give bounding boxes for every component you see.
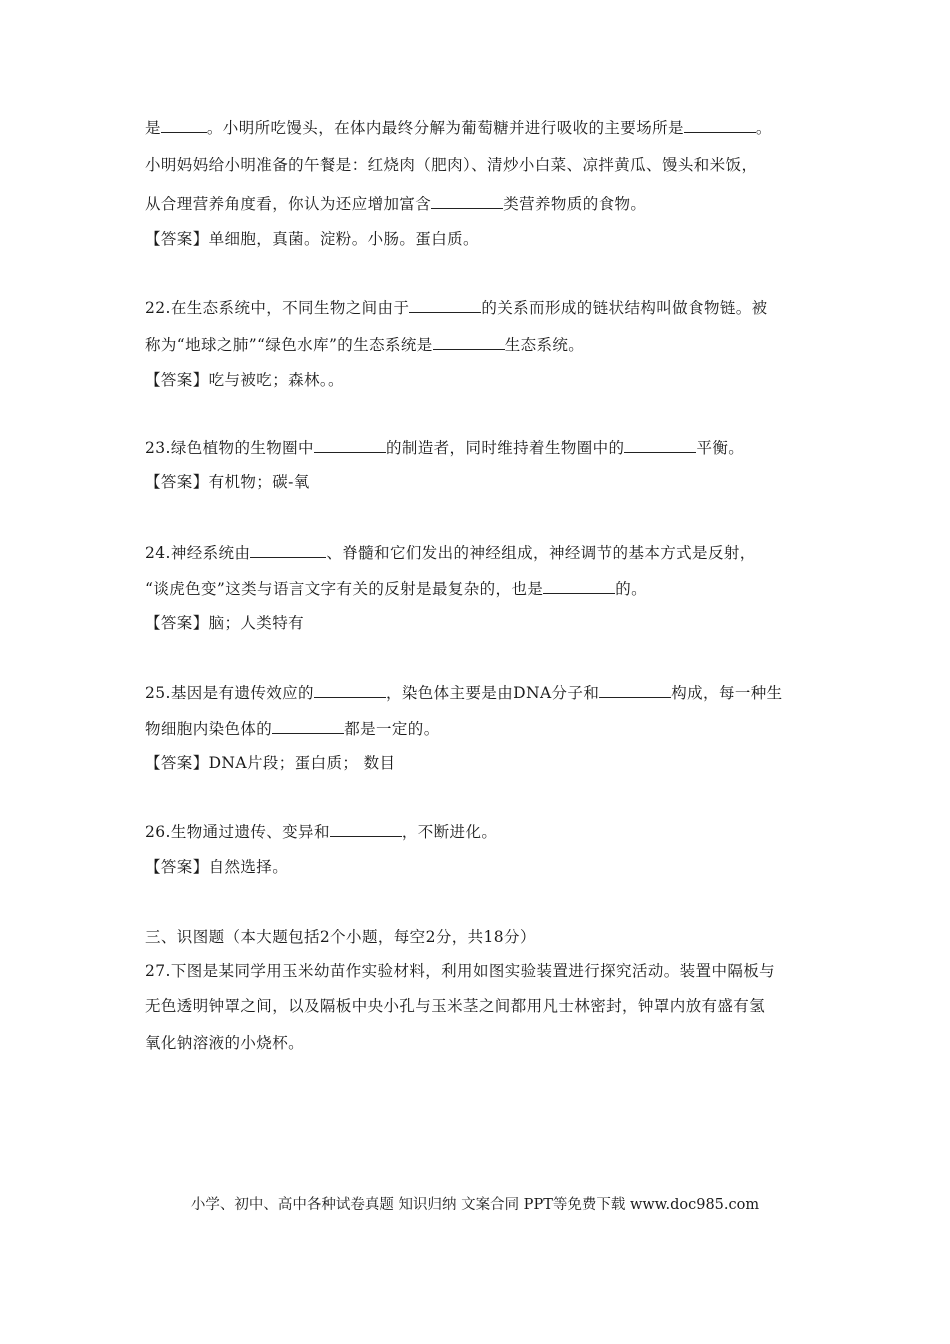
fill-blank	[161, 118, 207, 133]
q24-text-2a: “谈虎色变”这类与语言文字有关的反射是最复杂的，也是	[145, 580, 544, 598]
q21-line2: 小明妈妈给小明准备的午餐是：红烧肉（肥肉）、清炒小白菜、凉拌黄瓜、馒头和米饭，	[145, 156, 758, 174]
q25-text-2b: 都是一定的。	[344, 720, 440, 738]
q23-answer: 【答案】有机物；碳-氧	[145, 473, 310, 491]
q21-text-1a: 是	[145, 119, 161, 137]
fill-blank	[250, 543, 326, 558]
q24-answer: 【答案】脑；人类特有	[145, 614, 305, 632]
q22-text-2b: 生态系统。	[504, 336, 585, 354]
q21-text-1b: 。小明所吃馒头，在体内最终分解为葡萄糖并进行吸收的主要场所是	[206, 119, 684, 137]
q24-line2	[145, 579, 647, 599]
q26-text-1a: 26.生物通过遗传、变异和	[145, 823, 330, 841]
q25-text-1c: 构成，每一种生	[671, 684, 783, 702]
fill-blank	[433, 335, 505, 350]
q24-text-1a: 24.神经系统由	[145, 544, 251, 562]
fill-blank	[599, 683, 671, 698]
fill-blank	[543, 579, 615, 594]
q25-answer: 【答案】DNA片段；蛋白质； 数目	[145, 754, 396, 772]
q22-answer: 【答案】吃与被吃；森林。。	[145, 371, 344, 389]
q22-line1	[145, 298, 768, 318]
fill-blank	[431, 194, 503, 209]
q24-text-1b: 、脊髓和它们发出的神经组成，神经调节的基本方式是反射，	[326, 544, 756, 562]
q27-line1: 27.下图是某同学用玉米幼苗作实验材料，利用如图实验装置进行探究活动。装置中隔板与	[145, 962, 776, 980]
q25-line2	[145, 719, 440, 739]
q22-line2	[145, 335, 584, 355]
q25-line1	[145, 683, 783, 703]
q26-line1	[145, 822, 497, 842]
fill-blank	[314, 438, 386, 453]
fill-blank	[330, 822, 402, 837]
q25-text-1a: 25.基因是有遗传效应的	[145, 684, 314, 702]
q21-text-1c: 。	[755, 119, 772, 137]
section-heading: 三、识图题（本大题包括2个小题，每空2分，共18分）	[145, 928, 536, 946]
q27-line2: 无色透明钟罩之间，以及隔板中央小孔与玉米茎之间都用凡士林密封，钟罩内放有盛有氢	[145, 997, 766, 1015]
fill-blank	[314, 683, 386, 698]
q21-text-3a: 从合理营养角度看，你认为还应增加富含	[145, 195, 432, 213]
q21-line1	[145, 118, 772, 138]
q23-text-1b: 的制造者，同时维持着生物圈中的	[385, 439, 625, 457]
fill-blank	[624, 438, 696, 453]
q21-answer: 【答案】单细胞，真菌。淀粉。小肠。蛋白质。	[145, 230, 479, 248]
q21-line3	[145, 194, 646, 214]
fill-blank	[409, 298, 481, 313]
q26-text-1b: ，不断进化。	[401, 823, 498, 841]
q21-text-3b: 类营养物质的食物。	[503, 195, 647, 213]
q22-text-1b: 的关系而形成的链状结构叫做食物链。被	[481, 299, 768, 317]
q22-text-1a: 22.在生态系统中，不同生物之间由于	[145, 299, 410, 317]
q24-text-2b: 的。	[615, 580, 648, 598]
q22-text-2a: 称为“地球之肺”“绿色水库”的生态系统是	[145, 336, 433, 354]
q26-answer: 【答案】自然选择。	[145, 858, 289, 876]
q23-text-1a: 23.绿色植物的生物圈中	[145, 439, 314, 457]
q25-text-1b: ，染色体主要是由DNA分子和	[385, 684, 600, 702]
q23-text-1c: 平衡。	[696, 439, 745, 457]
q24-line1	[145, 543, 756, 563]
fill-blank	[684, 118, 756, 133]
page-footer: 小学、初中、高中各种试卷真题 知识归纳 文案合同 PPT等免费下载 www.doc985.com	[190, 1197, 760, 1213]
q23-line1	[145, 438, 744, 458]
q27-line3: 氧化钠溶液的小烧杯。	[145, 1034, 305, 1052]
q25-text-2a: 物细胞内染色体的	[145, 720, 273, 738]
fill-blank	[272, 719, 344, 734]
